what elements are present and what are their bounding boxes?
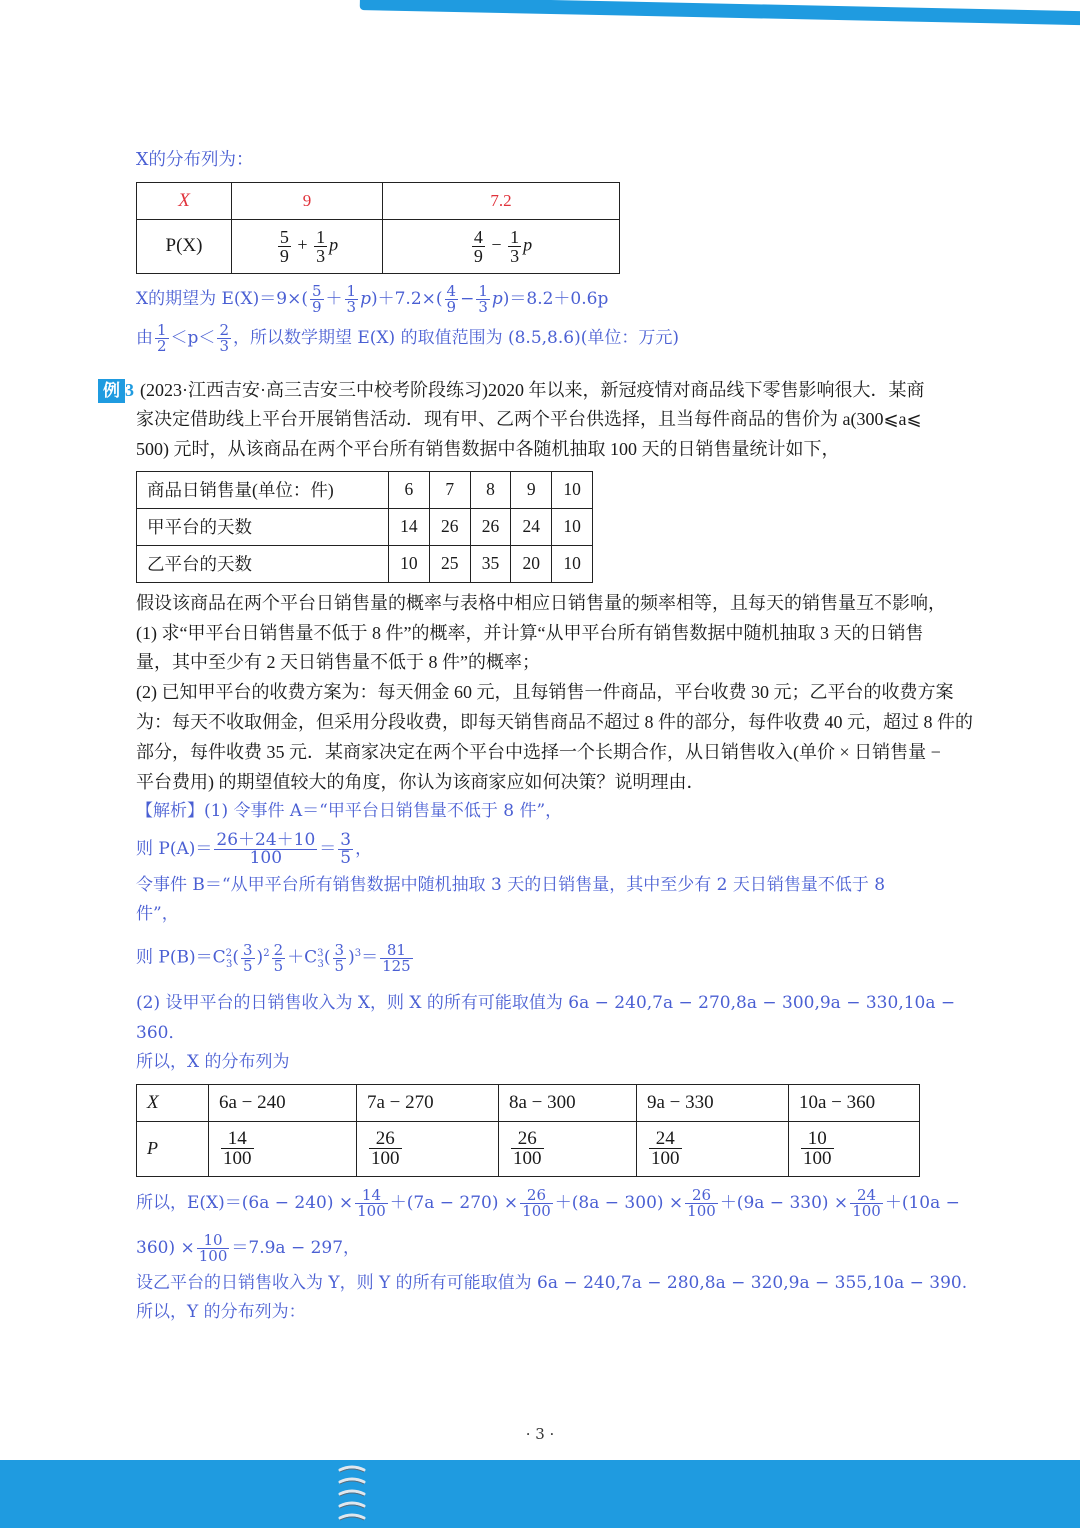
ex-line-1: 所以，E(X)＝(6a − 240) × $\frac{14}{100}$ ＋(7a − 270) × $\frac{26}{100}$ ＋(8a − 300) × $\frac{26}{100}$ ＋(9a − 330) × $\frac{24}{100}$ ＋(10a − xyxy=(136,1185,960,1220)
page-number: · 3 · xyxy=(525,1425,555,1443)
dist-header-72: 7.2 xyxy=(383,182,620,219)
solution-line-2: 则 P(A)＝ $\frac{26+24+10}{100}$ ＝ $\frac{3}{5}$ ， xyxy=(136,829,373,868)
solution-line-3: 令事件 B＝“从甲平台所有销售数据中随机抽取 3 天的日销售量，其中至少有 2 天日销售量不低于 8 xyxy=(136,874,886,895)
sales-row-jia: 甲平台的天数 14 26 26 24 10 xyxy=(137,508,593,545)
solution-line-4: 件”， xyxy=(136,904,179,925)
dist-header-9: 9 xyxy=(232,182,383,219)
question-line-4: (2) 已知甲平台的收费方案为：每天佣金 60 元，且每销售一件商品，平台收费 30 元；乙平台的收费方案 xyxy=(136,682,954,703)
solution-line-5: 则 $P(B)=C^2_3$( $\frac{3}{5}$ )$^2$ $\frac{2}{5}$ $+C^3_3$( $\frac{3}{5}$ )$^3$＝ $\frac{81}{125}$ xyxy=(136,940,411,975)
x-table-row-label: P xyxy=(137,1121,209,1176)
example-badge: 例 xyxy=(98,379,125,403)
solution-line-9: 设乙平台的日销售收入为 Y，则 Y 的所有可能取值为 6a − 240,7a − 280,8a − 320,9a − 355,10a − 390. xyxy=(136,1272,968,1293)
example-number: 3 xyxy=(125,379,134,400)
dist-header-x: X xyxy=(137,182,232,219)
range-line: 由 $\frac{1}{2}$ ＜p＜ $\frac{2}{3}$ ，所以数学期望 E(X) 的取值范围为 (8.5,8.6)(单位：万元) xyxy=(136,320,679,355)
example-line-1: 例 3 (2023·江西吉安·高三吉安三中校考阶段练习)2020 年以来，新冠疫情对商品线下零售影响很大．某商 xyxy=(98,376,982,406)
expectation-line: X的期望为 E(X)＝9×( $\frac{5}{9}$ ＋ $\frac{1}{3}$ p)＋7.2×( $\frac{4}{9}$ − $\frac{1}{3}$ p)＝8.2＋0.6p xyxy=(136,281,609,316)
question-line-3: 量，其中至少有 2 天日销售量不低于 8 件”的概率； xyxy=(136,652,540,673)
dist-p1: $\frac{5}{9}$ + $\frac{1}{3}$ p xyxy=(232,219,383,273)
spiral-binding-icon xyxy=(336,1462,368,1528)
sales-header-7: 7 xyxy=(429,471,470,508)
dist-intro: X的分布列为： xyxy=(136,150,254,170)
sales-header-9: 9 xyxy=(511,471,552,508)
dist-p2: $\frac{4}{9}$ − $\frac{1}{3}$ p xyxy=(383,219,620,273)
solution-line-7: 360． xyxy=(136,1022,186,1043)
dist-table xyxy=(136,182,620,274)
example-line-3: 500) 元时，从该商品在两个平台所有销售数据中各随机抽取 100 天的日销售量统计如下， xyxy=(136,439,840,460)
solution-line-1: 【解析】(1) 令事件 A＝“甲平台日销售量不低于 8 件”， xyxy=(136,801,563,822)
sales-row-yi: 乙平台的天数 10 25 35 20 10 xyxy=(137,545,593,582)
sales-header-6: 6 xyxy=(389,471,430,508)
ex-line-2: 360) × $\frac{10}{100}$ ＝7.9a − 297， xyxy=(136,1230,361,1265)
x-dist-table: X 6a − 240 7a − 270 8a − 300 9a − 330 10a − 360 P $\frac{14}{100}$ $\frac{26}{100}$ $\frac{26}{100}$ $\frac{24}{100}$ $\frac{10}{100}$ xyxy=(136,1084,920,1177)
example-line-2: 家决定借助线上平台开展销售活动．现有甲、乙两个平台供选择，且当每件商品的售价为 a(300⩽a⩽ xyxy=(136,409,922,430)
sales-header-8: 8 xyxy=(470,471,511,508)
bottom-decoration xyxy=(0,1460,1080,1528)
question-line-5: 为：每天不收取佣金，但采用分段收费，即每天销售商品不超过 8 件的部分，每件收费 40 元，超过 8 件的 xyxy=(136,712,973,733)
dist-row-label: P(X) xyxy=(137,219,232,273)
sales-header-10: 10 xyxy=(552,471,593,508)
solution-line-8: 所以，X 的分布列为 xyxy=(136,1052,290,1073)
question-line-2: (1) 求“甲平台日销售量不低于 8 件”的概率，并计算“从甲平台所有销售数据中随机抽取 3 天的日销售 xyxy=(136,622,924,643)
question-line-6: 部分，每件收费 35 元．某商家决定在两个平台中选择一个长期合作，从日销售收入(单价 × 日销售量 − xyxy=(136,741,941,762)
top-decoration xyxy=(0,0,1080,40)
sales-header-label: 商品日销售量(单位：件) xyxy=(137,471,389,508)
solution-line-6: (2) 设甲平台的日销售收入为 X，则 X 的所有可能取值为 6a − 240,7a − 270,8a − 300,9a − 330,10a − xyxy=(136,993,956,1014)
question-line-7: 平台费用) 的期望值较大的角度，你认为该商家应如何决策？说明理由． xyxy=(136,771,705,792)
question-line-1: 假设该商品在两个平台日销售量的概率与表格中相应日销售量的频率相等，且每天的销售量互不影响， xyxy=(136,592,946,613)
solution-line-10: 所以，Y 的分布列为： xyxy=(136,1302,306,1323)
page-content xyxy=(103,146,982,1328)
x-table-header-x: X xyxy=(137,1084,209,1121)
sales-table xyxy=(136,471,593,583)
